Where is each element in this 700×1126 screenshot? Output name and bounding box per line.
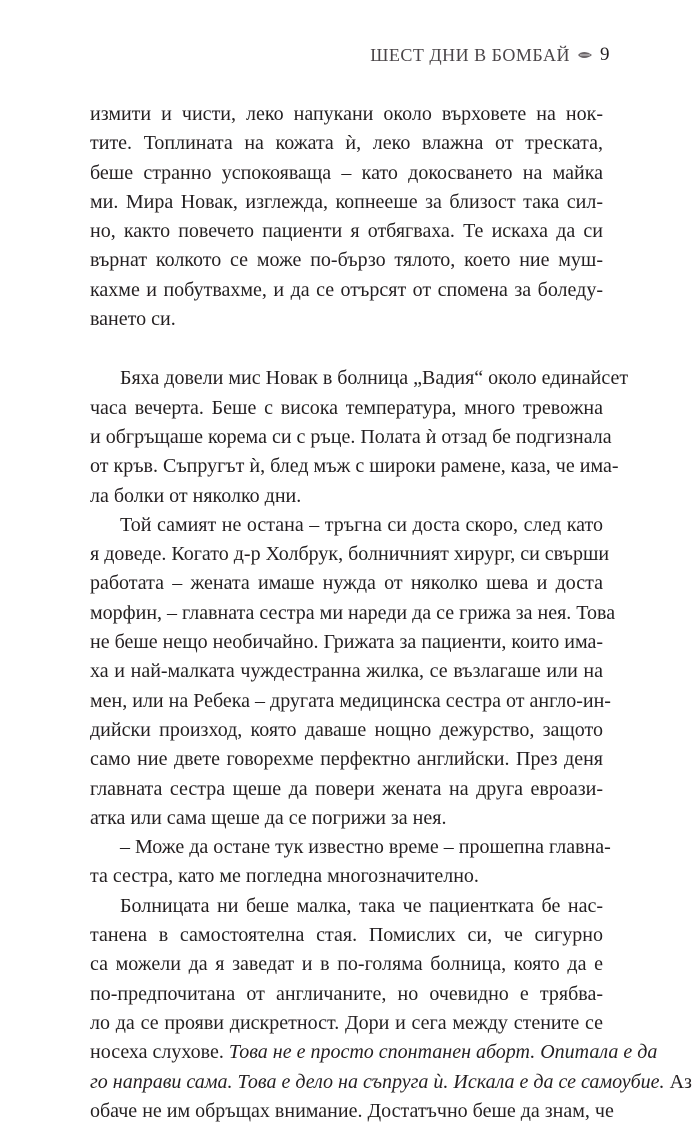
text-line: ла болки от няколко дни. bbox=[90, 484, 302, 507]
text-line: морфин, – главната сестра ми нареди да се грижа за нея. Това bbox=[90, 601, 616, 624]
leaf-ornament-icon bbox=[578, 51, 592, 59]
text-line: Бяха довели мис Новак в болница „Вадия“ около единайсет bbox=[120, 367, 629, 390]
text-line: – Може да остане тук известно време – прошепна главна- bbox=[120, 836, 611, 859]
text-line: обаче не им обръщах внимание. Достатъчно беше да знам, че bbox=[90, 1099, 614, 1122]
text-line-mixed bbox=[90, 1068, 692, 1097]
text-line: часа вечерта. Беше с висока температура, много тревожна bbox=[90, 396, 603, 419]
paragraph-3 bbox=[90, 511, 616, 833]
text-line: ването си. bbox=[90, 308, 176, 331]
text-line: върнат колкото се може по-бързо тялото, което ние муш- bbox=[90, 249, 603, 272]
italic-rumor: Това не е просто спонтанен аборт. Опитала е да bbox=[228, 1041, 658, 1064]
text-line: ми. Мира Новак, изглежда, копнееше за близост така сил- bbox=[90, 190, 603, 213]
italic-rumor: го направи сама. Това е дело на съпруга ѝ. Искала е да се самоубие. bbox=[90, 1070, 665, 1093]
paragraph-1 bbox=[90, 100, 603, 334]
text-run: Аз bbox=[664, 1070, 692, 1093]
text-line: танена в самостоятелна стая. Помислих си, че сигурно bbox=[90, 924, 603, 947]
text-line-mixed bbox=[90, 1038, 658, 1067]
text-line: ло да се прояви дискретност. Дори и сега между стените се bbox=[90, 1011, 603, 1034]
text-line: работата – жената имаше нужда от няколко шева и доста bbox=[90, 572, 603, 595]
text-line: кахме и побутвахме, и да се отърсят от спомена за боледу- bbox=[90, 278, 603, 301]
text-line: ха и най-малката чуждестранна жилка, се възлагаше или на bbox=[90, 660, 603, 683]
text-line: Той самият не остана – тръгна си доста скоро, след като bbox=[120, 513, 603, 536]
text-line: от кръв. Съпругът ѝ, блед мъж с широки рамене, каза, че има- bbox=[90, 455, 619, 478]
running-head-title: ШЕСТ ДНИ В БОМБАЙ bbox=[370, 44, 570, 65]
text-line: по-предпочитана от англичаните, но очевидно е трябва- bbox=[90, 982, 603, 1005]
text-line: и обгръщаше корема си с ръце. Полата ѝ отзад бе подгизнала bbox=[90, 425, 612, 448]
text-line: са можели да я заведат и в по-голяма болница, която да е bbox=[90, 953, 603, 976]
body-text bbox=[90, 100, 692, 1126]
paragraph-5 bbox=[90, 892, 692, 1126]
text-line: главната сестра щеше да повери жената на друга евроази- bbox=[90, 777, 603, 800]
running-head bbox=[370, 44, 610, 66]
paragraph-2 bbox=[90, 364, 629, 510]
text-line: я доведе. Когато д-р Холбрук, болничният хирург, си свърши bbox=[90, 543, 610, 566]
text-line: не беше нещо необичайно. Грижата за пациенти, които има- bbox=[90, 631, 603, 654]
text-line: измити и чисти, леко напукани около върховете на нок- bbox=[90, 103, 603, 125]
text-line: Болницата ни беше малка, така че пациентката бе нас- bbox=[120, 894, 603, 917]
text-line: тите. Топлината на кожата ѝ, леко влажна от треската, bbox=[90, 132, 603, 155]
text-line: но, както повечето пациенти я отбягваха. Те искаха да си bbox=[90, 220, 603, 243]
text-line: дийски произход, която даваше нощно дежурство, защото bbox=[90, 718, 603, 741]
text-line: само ние двете говорехме перфектно английски. През деня bbox=[90, 748, 603, 771]
text-line: беше странно успокояваща – като докосването на майка bbox=[90, 161, 603, 184]
text-line: та сестра, като ме погледна многозначително. bbox=[90, 865, 479, 888]
text-run: носеха слухове. bbox=[90, 1041, 229, 1064]
text-line: мен, или на Ребека – другата медицинска сестра от англо-ин- bbox=[90, 689, 611, 712]
page-number: 9 bbox=[600, 44, 610, 65]
text-line: атка или сама щеше да се погрижи за нея. bbox=[90, 806, 447, 829]
section-break bbox=[90, 334, 603, 364]
paragraph-4-dialogue bbox=[90, 833, 611, 892]
